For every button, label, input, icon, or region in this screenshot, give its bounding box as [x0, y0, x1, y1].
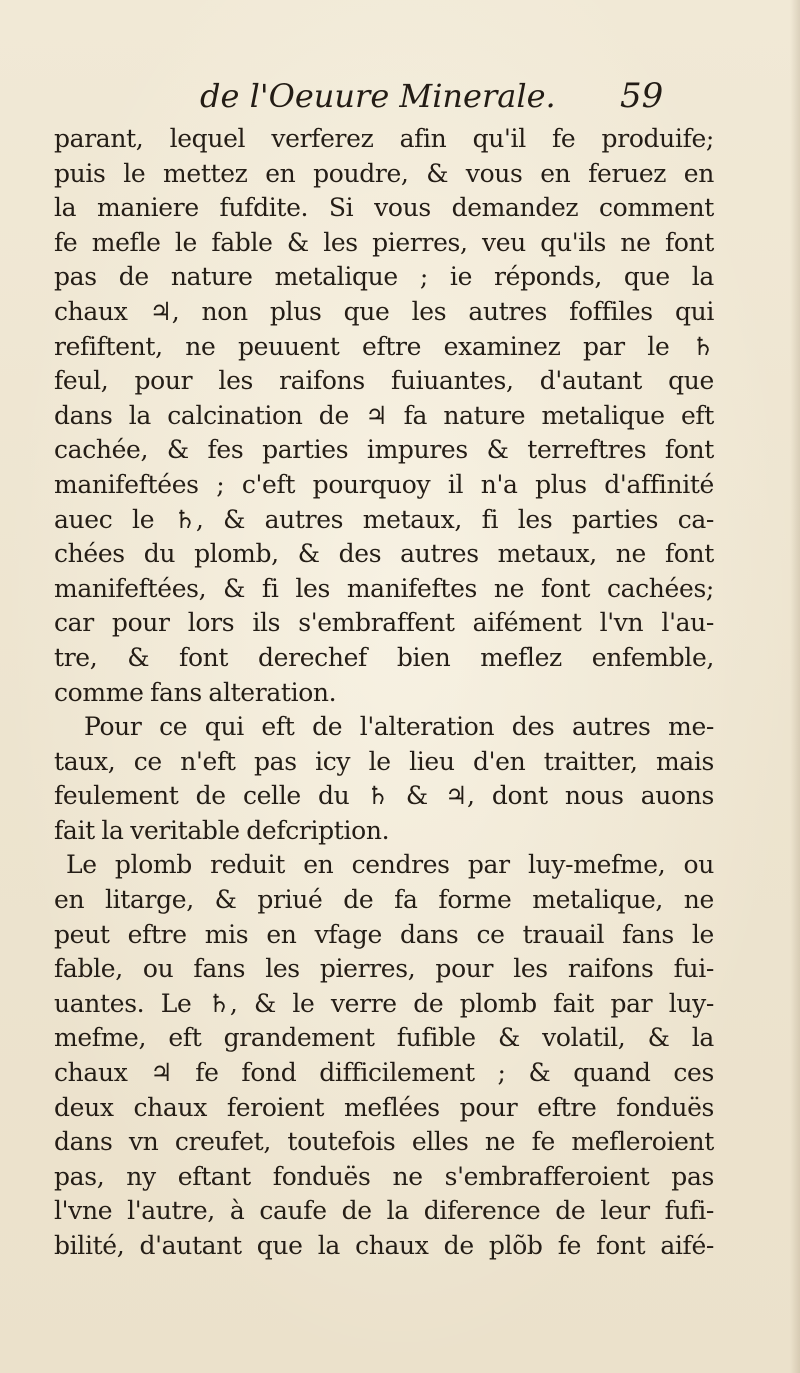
text-line: bilité, d'autant que la chaux de plõb fe font aifé- — [54, 1231, 714, 1260]
text-line: parant, lequel verferez afin qu'il fe produife; — [54, 124, 714, 153]
text-line: dans vn creufet, toutefois elles ne fe mefleroient — [54, 1127, 714, 1157]
text-line: Pour ce qui eft de l'alteration des autres me- — [84, 712, 714, 742]
text-line: auec le ♄, & autres metaux, fi les parties ca- — [54, 504, 714, 534]
running-title: de l'Oeuure Minerale. — [200, 77, 556, 115]
text-line: en litarge, & priué de fa forme metalique, ne — [54, 885, 714, 915]
text-line: uantes. Le ♄, & le verre de plomb fait par luy- — [54, 988, 714, 1018]
text-line: mefme, eft grandement fufible & volatil, & la — [54, 1023, 714, 1053]
text-line: pas, ny eftant fonduës ne s'embrafferoient pas — [54, 1161, 714, 1191]
text-line: chaux ♃, non plus que les autres foffiles qui — [54, 296, 714, 326]
text-line: chaux ♃ fe fond difficilement ; & quand ces — [54, 1058, 714, 1088]
text-line: l'vne l'autre, à caufe de la diference de leur fufi- — [54, 1196, 714, 1226]
text-line: manifeftées ; c'eft pourquoy il n'a plus d'affinité — [54, 469, 714, 499]
text-line: feulement de celle du ♄ & ♃, dont nous auons — [54, 781, 714, 811]
text-line: puis le mettez en poudre, & vous en feruez en — [54, 158, 714, 188]
text-line: fait la veritable defcription. — [54, 815, 390, 845]
text-line: feul, pour les raifons fuiuantes, d'autant que — [54, 366, 714, 396]
text-line: taux, ce n'eft pas icy le lieu d'en traitter, mais — [54, 746, 714, 776]
text-line: tre, & font derechef bien meflez enfemble, — [54, 642, 714, 672]
text-line: fable, ou fans les pierres, pour les raifons fui- — [54, 954, 714, 984]
text-line: deux chaux feroient meflées pour eftre fonduës — [54, 1092, 714, 1122]
text-line: Le plomb reduit en cendres par luy-mefme, ou — [66, 850, 714, 880]
text-line: manifeftées, & fi les manifeftes ne font cachées; — [54, 573, 714, 603]
text-line: dans la calcination de ♃ fa nature metalique eft — [54, 400, 714, 430]
text-line: pas de nature metalique ; ie réponds, que la — [54, 262, 714, 292]
text-line: refiftent, ne peuuent eftre examinez par le ♄ — [54, 331, 714, 361]
text-line: fe mefle le fable & les pierres, veu qu'ils ne font — [54, 227, 714, 257]
body-text — [54, 122, 714, 1264]
text-line: peut eftre mis en vfage dans ce trauail fans le — [54, 919, 714, 949]
page-number: 59 — [620, 76, 664, 116]
text-line: comme fans alteration. — [54, 677, 337, 707]
text-line: car pour lors ils s'embraffent aifément l'vn l'au- — [54, 608, 714, 638]
running-head — [0, 74, 800, 118]
text-line: cachée, & fes parties impures & terreftres font — [54, 435, 714, 465]
text-line: la maniere fufdite. Si vous demandez comment — [54, 193, 714, 223]
text-line: chées du plomb, & des autres metaux, ne font — [54, 539, 714, 569]
